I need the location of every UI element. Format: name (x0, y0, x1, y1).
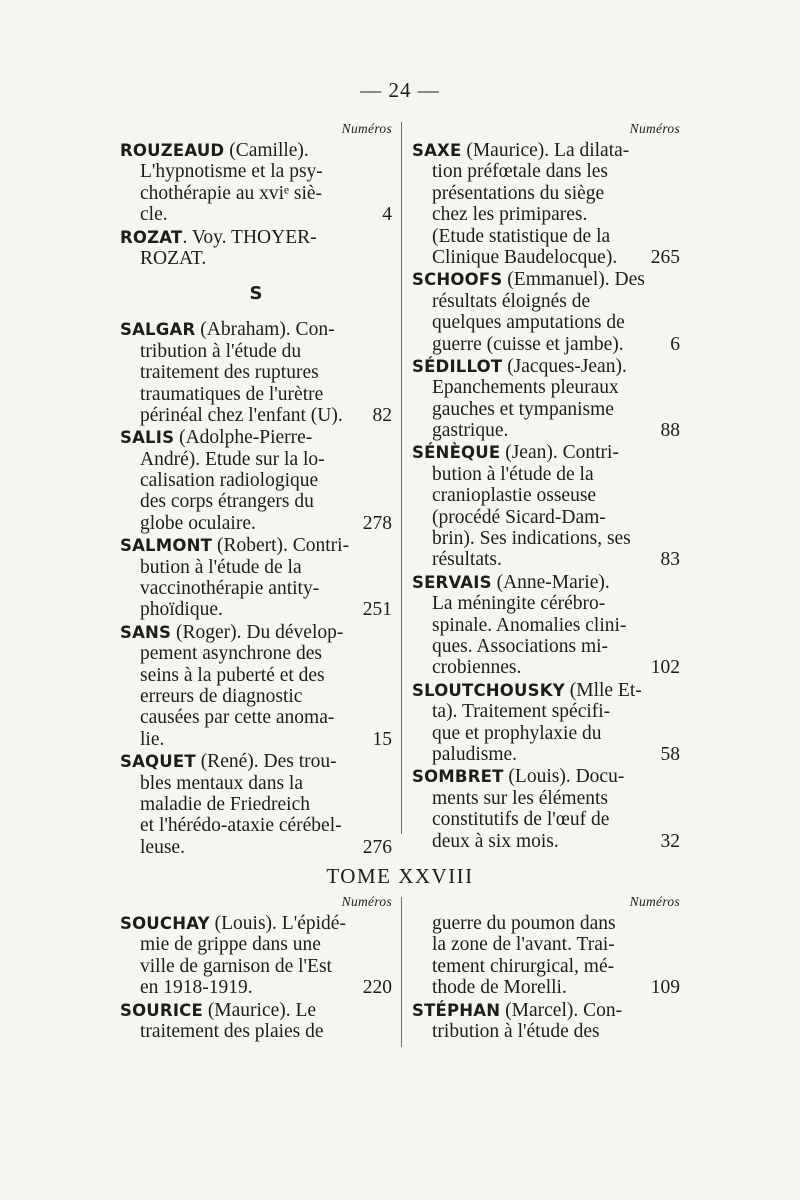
entry-line (120, 535, 392, 556)
thesis-number: 15 (372, 728, 392, 750)
entry-line (412, 913, 680, 934)
entry-line (120, 686, 392, 707)
entry-text: Clinique Baudelocque). (432, 246, 618, 268)
author-name: SALGAR (120, 320, 196, 340)
index-entry (120, 427, 392, 534)
entry-line (412, 701, 680, 722)
column-divider-top (401, 122, 402, 834)
bottom-right-column (412, 893, 680, 1043)
entry-line (120, 1021, 392, 1042)
entry-line (412, 657, 680, 678)
entry-text: vaccinothérapie antity- (140, 578, 320, 600)
thesis-number: 278 (362, 512, 392, 534)
entry-text: bution à l'étude de la (140, 556, 302, 578)
entry-line (412, 549, 680, 570)
entry-line (412, 766, 680, 787)
thesis-number: 265 (650, 246, 680, 268)
entry-line (120, 470, 392, 491)
entry-text: (Anne-Marie). (491, 571, 610, 593)
entry-line (412, 485, 680, 506)
entry-line (412, 831, 680, 852)
entry-text: traitement des plaies de (140, 1020, 324, 1042)
thesis-number: 220 (362, 977, 392, 999)
entry-text: cranioplastie osseuse (432, 485, 597, 507)
entry-text: Epanchements pleuraux (432, 377, 619, 399)
tome-heading: TOME XXVIII (326, 864, 474, 888)
entry-text: que et prophylaxie du (432, 722, 602, 744)
entry-text: ques. Associations mi- (432, 635, 609, 657)
thesis-number: 6 (670, 333, 680, 355)
entry-text: résultats. (432, 549, 502, 571)
index-entry (412, 442, 680, 570)
index-entry (120, 319, 392, 426)
entry-text: tribution à l'étude du (140, 340, 302, 362)
entry-text: spinale. Anomalies clini- (432, 614, 627, 636)
entry-line (412, 934, 680, 955)
thesis-number: 32 (660, 830, 680, 852)
entry-line (120, 362, 392, 383)
author-name: SLOUTCHOUSKY (412, 680, 565, 700)
index-entry (120, 622, 392, 750)
top-right-column (412, 120, 680, 853)
entry-text: ROZAT. (140, 247, 207, 269)
thesis-number: 88 (660, 420, 680, 442)
index-entry (412, 356, 680, 442)
thesis-number: 58 (660, 743, 680, 765)
entry-line (120, 815, 392, 836)
author-name: SCHOOFS (412, 270, 503, 290)
entry-line (120, 643, 392, 664)
column-divider-bottom (401, 897, 402, 1047)
entry-line (412, 140, 680, 161)
index-entry (412, 1000, 680, 1043)
author-name: ROUZEAUD (120, 141, 225, 160)
entry-line (120, 384, 392, 405)
author-name: ROZAT (120, 227, 183, 247)
author-name: SAQUET (120, 752, 196, 772)
entry-line (120, 622, 392, 643)
author-name: SOURICE (120, 1000, 203, 1020)
entry-line (412, 615, 680, 636)
entry-line (120, 140, 392, 161)
entry-line (412, 636, 680, 657)
entry-line (120, 578, 392, 599)
entry-text: ville de garnison de l'Est (140, 955, 332, 977)
entry-line (412, 356, 680, 377)
author-name: SOUCHAY (120, 914, 210, 933)
thesis-number: 82 (372, 404, 392, 426)
author-name: SALIS (120, 428, 175, 448)
entry-text: résultats éloignés de (432, 290, 591, 312)
entry-text: . Voy. THOYER- (182, 226, 317, 248)
entry-text: (Maurice). La dilata- (461, 140, 630, 161)
entry-line (120, 449, 392, 470)
thesis-number: 276 (362, 836, 392, 858)
entry-text: thode de Morelli. (432, 977, 567, 999)
entry-line (412, 723, 680, 744)
entry-line (120, 956, 392, 977)
entry-text: gastrique. (432, 420, 509, 442)
entry-text: tement chirurgical, mé- (432, 955, 615, 977)
entry-text: seins à la puberté et des (140, 664, 325, 686)
author-name: SÉDILLOT (412, 356, 503, 376)
entry-line (412, 1021, 680, 1042)
index-entry (120, 227, 392, 270)
entry-line (412, 226, 680, 247)
entry-line (120, 161, 392, 182)
entry-line (412, 183, 680, 204)
entry-text: crobiennes. (432, 657, 522, 679)
entry-text: bles mentaux dans la (140, 772, 303, 794)
entry-text: (Roger). Du dévelop- (171, 621, 344, 643)
entry-text: chothérapie au xviᵉ siè- (140, 182, 323, 204)
entry-text: tion préfœtale dans les (432, 161, 608, 183)
entry-text: (Camille). (224, 140, 309, 161)
entry-line (412, 680, 680, 701)
entry-line (120, 513, 392, 534)
entry-line (412, 442, 680, 463)
entry-line (120, 183, 392, 204)
index-entry (412, 913, 680, 999)
entry-text: (Robert). Contri- (212, 535, 350, 557)
index-entry (120, 913, 392, 999)
entry-text: La méningite cérébro- (432, 593, 606, 615)
entry-line (120, 773, 392, 794)
entry-line (120, 707, 392, 728)
numeros-header: Numéros (341, 894, 392, 909)
entry-text: tribution à l'étude des (432, 1020, 600, 1042)
entry-line (120, 599, 392, 620)
entry-line (120, 977, 392, 998)
entry-line (412, 593, 680, 614)
entry-text: en 1918-1919. (140, 977, 253, 999)
index-entry (120, 535, 392, 621)
entry-text: guerre du poumon dans (432, 913, 616, 934)
entry-text: (René). Des trou- (195, 751, 337, 773)
entry-text: constitutifs de l'œuf de (432, 809, 610, 831)
entry-line (120, 913, 392, 934)
entry-line (412, 744, 680, 765)
entry-text: gauches et tympanisme (432, 398, 614, 420)
entry-text: pement asynchrone des (140, 643, 322, 665)
entry-line (412, 377, 680, 398)
entry-line (120, 557, 392, 578)
entry-line (120, 837, 392, 858)
entry-line (120, 341, 392, 362)
entry-text: (Emmanuel). Des (502, 269, 645, 291)
entry-line (120, 665, 392, 686)
entry-text: globe oculaire. (140, 512, 256, 534)
index-entry (412, 269, 680, 355)
entry-text: phoïdique. (140, 599, 223, 621)
entry-text: (Louis). Docu- (503, 766, 625, 788)
entry-line (412, 334, 680, 355)
thesis-number: 4 (382, 204, 392, 226)
entry-line (412, 269, 680, 290)
entry-text: (Adolphe-Pierre- (174, 427, 313, 449)
entry-text: (Jean). Contri- (500, 442, 619, 464)
entry-text: quelques amputations de (432, 312, 625, 334)
author-name: SALMONT (120, 536, 213, 556)
index-entry (412, 572, 680, 679)
entry-text: (Maurice). Le (202, 999, 317, 1021)
thesis-number: 251 (362, 599, 392, 621)
entry-line (412, 312, 680, 333)
entry-line (412, 956, 680, 977)
entry-text: (Mlle Et- (564, 679, 642, 701)
section-letter: S (249, 283, 263, 305)
entry-line (412, 161, 680, 182)
entry-text: brin). Ses indications, ses (432, 528, 631, 550)
entry-line (412, 399, 680, 420)
index-entry (412, 140, 680, 268)
entry-line (120, 1000, 392, 1021)
entry-text: chez les primipares. (432, 204, 588, 226)
entry-text: ta). Traitement spécifi- (432, 701, 611, 723)
entry-line (412, 420, 680, 441)
index-entry (120, 751, 392, 858)
entry-text: (procédé Sicard-Dam- (432, 506, 606, 528)
thesis-number: 83 (660, 549, 680, 571)
entry-line (412, 464, 680, 485)
author-name: SERVAIS (412, 572, 492, 592)
entry-text: calisation radiologique (140, 470, 319, 492)
index-entry (412, 680, 680, 766)
entry-text: bution à l'étude de la (432, 463, 594, 485)
index-entry (120, 1000, 392, 1043)
author-name: SAXE (412, 141, 462, 160)
thesis-number: 109 (650, 977, 680, 999)
entry-text: (Etude statistique de la (432, 225, 611, 247)
entry-line (412, 572, 680, 593)
entry-text: causées par cette anoma- (140, 707, 335, 729)
entry-text: (Abraham). Con- (195, 319, 335, 341)
entry-text: présentations du siège (432, 182, 605, 204)
entry-text: guerre (cuisse et jambe). (432, 333, 624, 355)
page-number: — 24 — (360, 78, 440, 102)
entry-line (412, 809, 680, 830)
entry-line (412, 247, 680, 268)
thesis-number: 102 (650, 657, 680, 679)
author-name: SÉNÈQUE (412, 443, 501, 463)
entry-text: des corps étrangers du (140, 491, 314, 513)
entry-line (120, 729, 392, 750)
entry-line (120, 427, 392, 448)
bottom-left-column (120, 893, 392, 1043)
entry-line (412, 788, 680, 809)
numeros-header: Numéros (629, 894, 680, 909)
author-name: SOMBRET (412, 767, 504, 787)
entry-text: cle. (140, 204, 168, 226)
entry-text: (Marcel). Con- (500, 999, 623, 1021)
author-name: SANS (120, 622, 172, 642)
entry-text: André). Etude sur la lo- (140, 448, 325, 470)
entry-text: périnéal chez l'enfant (U). (140, 404, 343, 426)
entry-text: (Jacques-Jean). (502, 355, 627, 377)
entry-text: paludisme. (432, 743, 518, 765)
numeros-header: Numéros (341, 121, 392, 136)
entry-text: ments sur les éléments (432, 787, 609, 809)
numeros-header: Numéros (629, 121, 680, 136)
entry-text: lie. (140, 728, 165, 750)
entry-line (412, 291, 680, 312)
entry-text: deux à six mois. (432, 830, 559, 852)
entry-text: L'hypnotisme et la psy- (140, 161, 323, 183)
entry-line (412, 507, 680, 528)
entry-text: traumatiques de l'urètre (140, 383, 324, 405)
entry-text: erreurs de diagnostic (140, 685, 303, 707)
index-entry (412, 766, 680, 852)
entry-line (120, 491, 392, 512)
entry-text: leuse. (140, 836, 185, 858)
entry-text: traitement des ruptures (140, 362, 319, 384)
entry-line (120, 405, 392, 426)
entry-line (412, 1000, 680, 1021)
entry-text: maladie de Friedreich (140, 793, 311, 815)
entry-line (120, 248, 392, 269)
entry-text: (Louis). L'épidé- (209, 913, 346, 934)
entry-line (120, 794, 392, 815)
entry-line (120, 751, 392, 772)
entry-line (412, 204, 680, 225)
entry-line (412, 528, 680, 549)
entry-line (412, 977, 680, 998)
entry-line (120, 204, 392, 225)
entry-line (120, 319, 392, 340)
entry-line (120, 934, 392, 955)
entry-text: et l'hérédo-ataxie cérébel- (140, 815, 342, 837)
author-name: STÉPHAN (412, 1000, 501, 1020)
entry-text: mie de grippe dans une (140, 934, 321, 956)
top-left-column (120, 120, 392, 859)
index-entry (120, 140, 392, 226)
entry-line (120, 227, 392, 248)
entry-text: la zone de l'avant. Trai- (432, 934, 615, 956)
